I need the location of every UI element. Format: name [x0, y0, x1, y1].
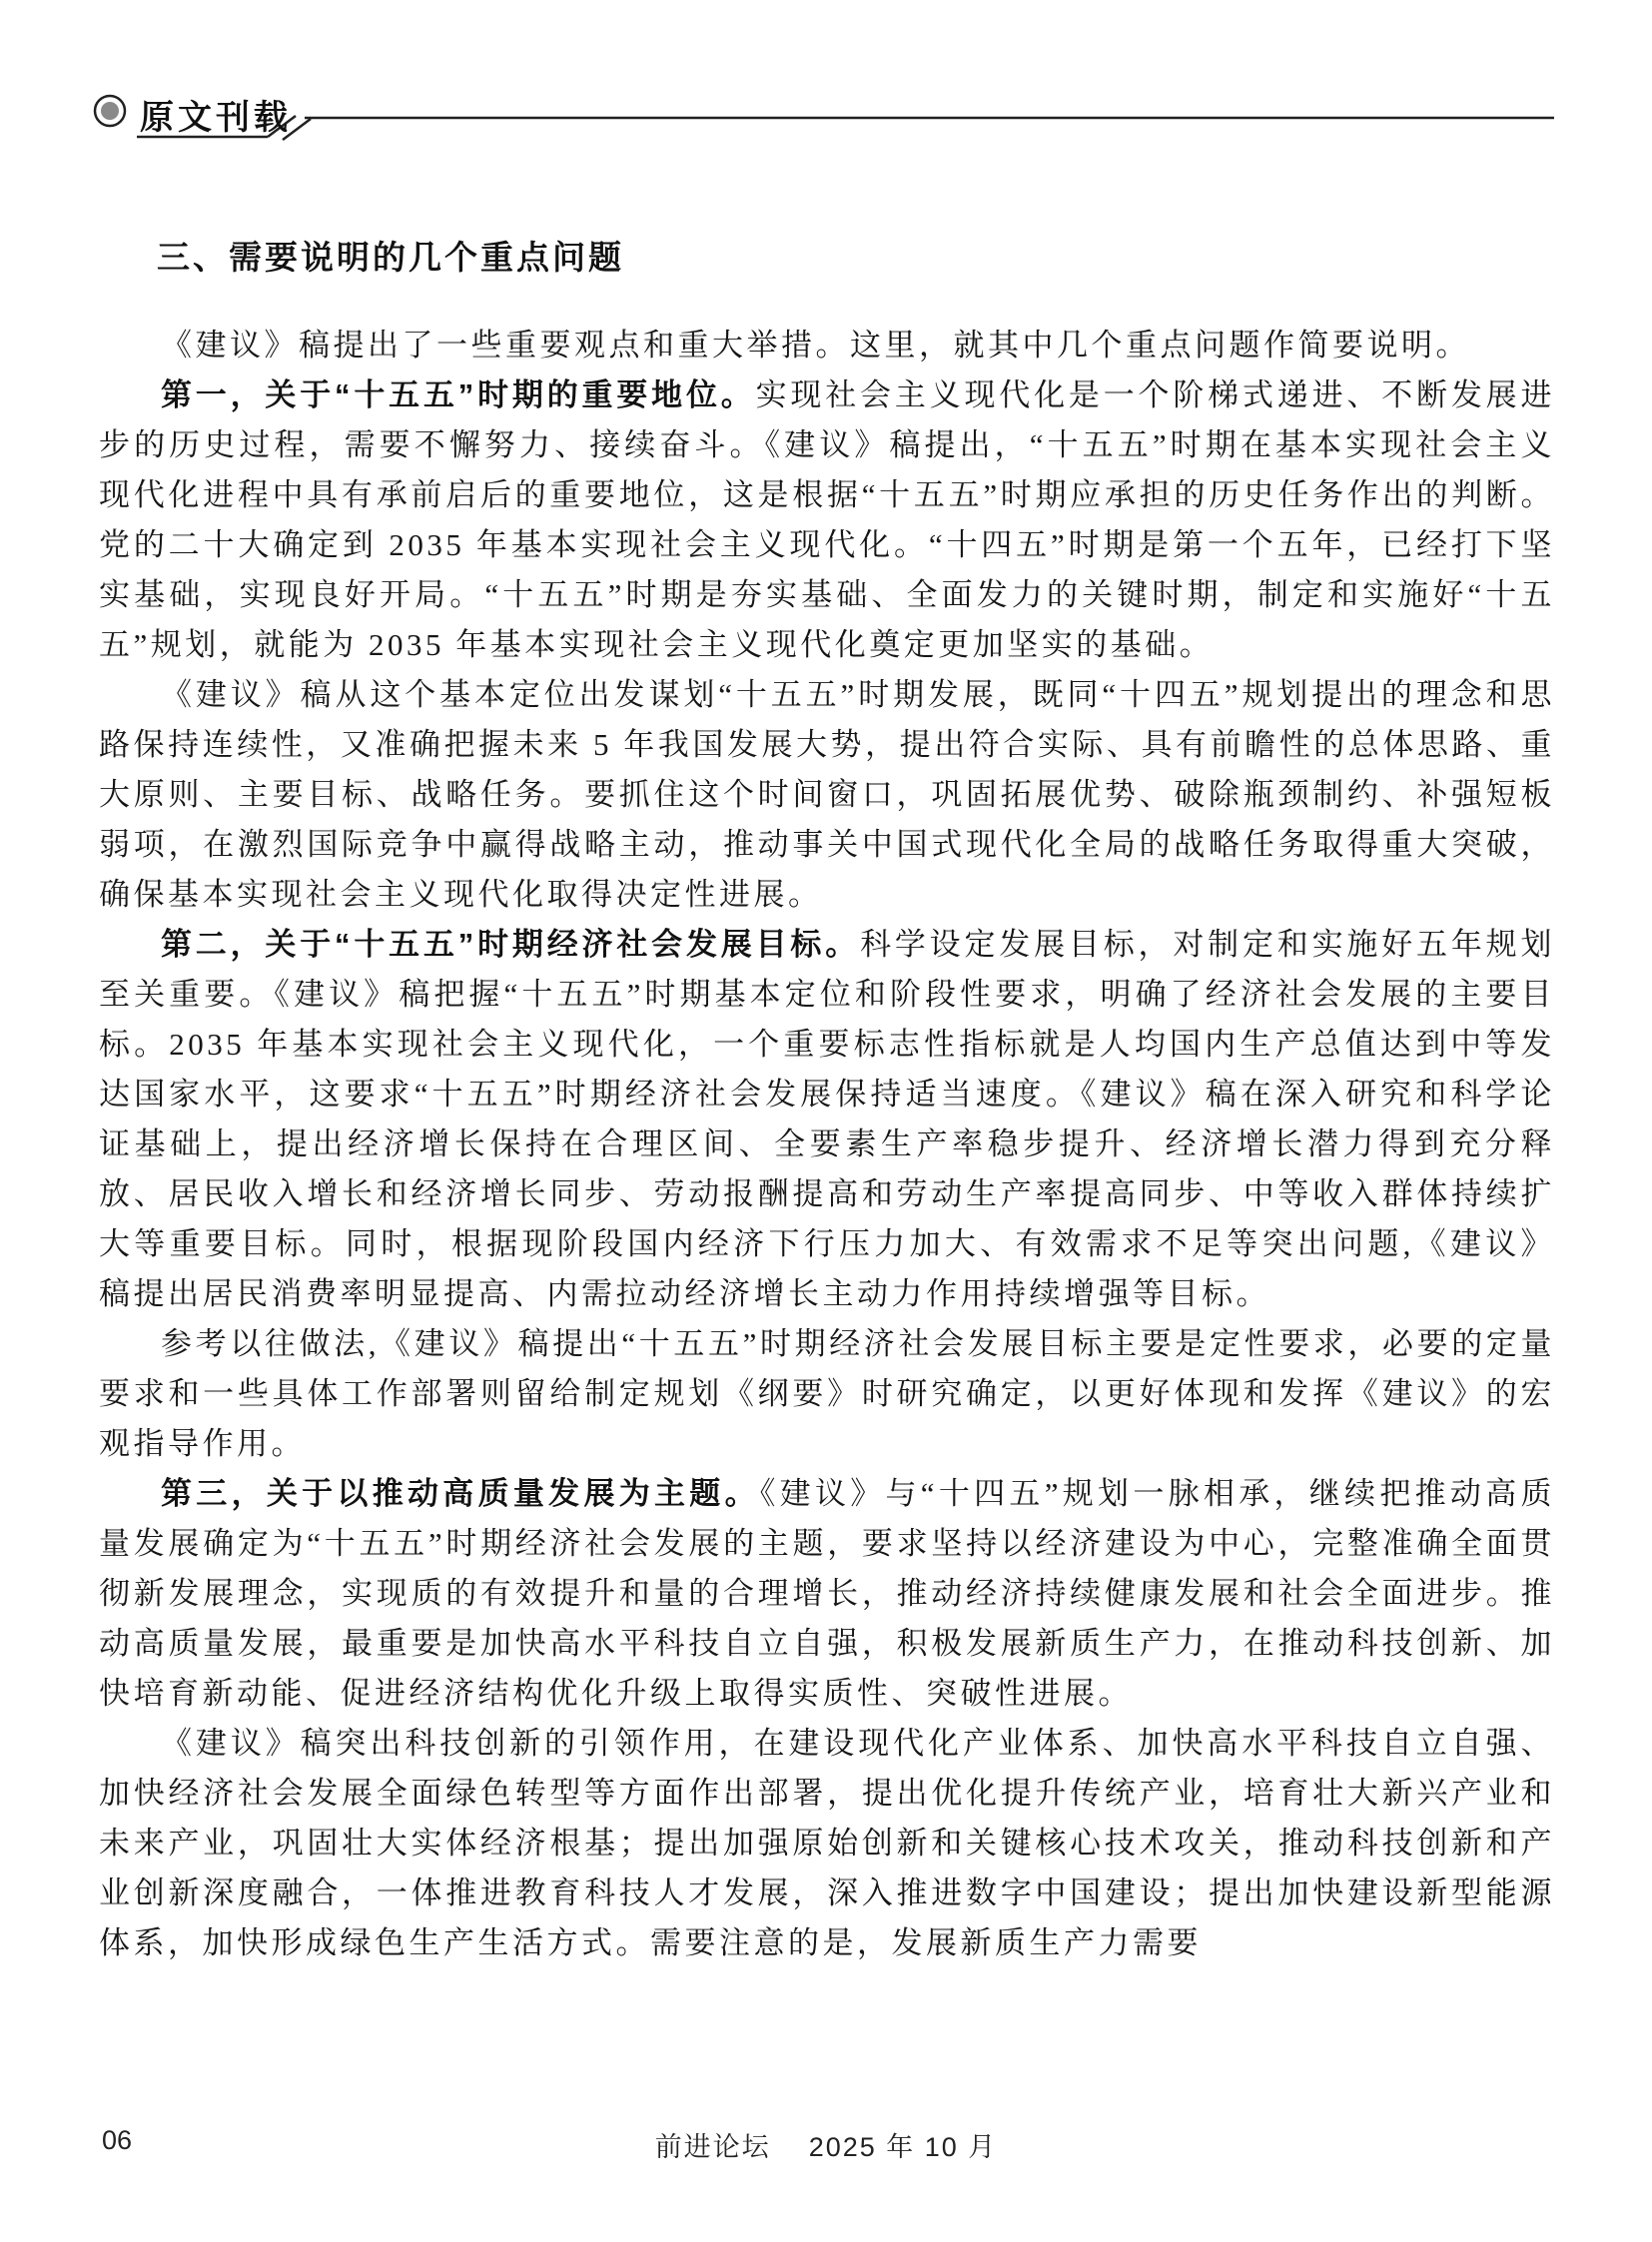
journal-line: [0, 2125, 1652, 2164]
article-body: [99, 232, 1555, 1968]
paragraph-4-text: 科学设定发展目标，对制定和实施好五年规划至关重要。《建议》稿把握“十五五”时期基本定位和阶段性要求，明确了经济社会发展的主要目标。2035 年基本实现社会主义现代化，一个重要标志性指标就是人均国内生产总值达到中等发达国家水平，这要求“十五五”时期经济社会发展保持适当速度。《建议》稿在深入研究和科学论证基础上，提出经济增长保持在合理区间、全要素生产率稳步提升、经济增长潜力得到充分释放、居民收入增长和经济增长同步、劳动报酬提高和劳动生产率提高同步、中等收入群体持续扩大等重要目标。同时，根据现阶段国内经济下行压力加大、有效需求不足等突出问题,《建议》稿提出居民消费率明显提高、内需拉动经济增长主动力作用持续增强等目标。: [99, 927, 1555, 1311]
paragraph-6: [99, 1469, 1555, 1719]
paragraph-6-text: 《建议》与“十四五”规划一脉相承，继续把推动高质量发展确定为“十五五”时期经济社会发展的主题，要求坚持以经济建设为中心，完整准确全面贯彻新发展理念，实现质的有效提升和量的合理增长，推动经济持续健康发展和社会全面进步。推动高质量发展，最重要是加快高水平科技自立自强，积极发展新质生产力，在推动科技创新、加快培育新动能、促进经济结构优化升级上取得实质性、突破性进展。: [99, 1476, 1555, 1711]
paragraph-1-text: 《建议》稿提出了一些重要观点和重大举措。这里，就其中几个重点问题作简要说明。: [161, 328, 1470, 363]
paragraph-5-text: 参考以往做法,《建议》稿提出“十五五”时期经济社会发展目标主要是定性要求，必要的定量要求和一些具体工作部署则留给制定规划《纲要》时研究确定，以更好体现和发挥《建议》的宏观指导作用。: [99, 1326, 1555, 1461]
paragraph-3-text: 《建议》稿从这个基本定位出发谋划“十五五”时期发展，既同“十四五”规划提出的理念和思路保持连续性，又准确把握未来 5 年我国发展大势，提出符合实际、具有前瞻性的总体思路、重大原则、主要目标、战略任务。要抓住这个时间窗口，巩固拓展优势、破除瓶颈制约、补强短板弱项，在激烈国际竞争中赢得战略主动，推动事关中国式现代化全局的战略任务取得重大突破，确保基本实现社会主义现代化取得决定性进展。: [99, 677, 1555, 912]
page-number: 06: [102, 2125, 133, 2155]
paragraph-2-text: 实现社会主义现代化是一个阶梯式递进、不断发展进步的历史过程，需要不懈努力、接续奋斗。《建议》稿提出，“十五五”时期在基本实现社会主义现代化进程中具有承前启后的重要地位，这是根据“十五五”时期应承担的历史任务作出的判断。党的二十大确定到 2035 年基本实现社会主义现代化。“十四五”时期是第一个五年，已经打下坚实基础，实现良好开局。“十五五”时期是夯实基础、全面发力的关键时期，制定和实施好“十五五”规划，就能为 2035 年基本实现社会主义现代化奠定更加坚实的基础。: [99, 377, 1555, 662]
journal-date: 2025 年 10 月: [808, 2132, 998, 2162]
page-footer: [0, 2123, 1652, 2163]
paragraph-4: [99, 920, 1555, 1319]
journal-name: 前进论坛: [654, 2132, 771, 2162]
paragraph-5: [99, 1319, 1555, 1469]
paragraph-2: [99, 371, 1555, 670]
paragraph-6-lead: 第三，关于以推动高质量发展为主题。: [161, 1476, 760, 1511]
paragraph-7: [99, 1719, 1555, 1968]
paragraph-7-text: 《建议》稿突出科技创新的引领作用，在建设现代化产业体系、加快高水平科技自立自强、加快经济社会发展全面绿色转型等方面作出部署，提出优化提升传统产业，培育壮大新兴产业和未来产业，巩固壮大实体经济根基；提出加强原始创新和关键核心技术攻关，推动科技创新和产业创新深度融合，一体推进教育科技人才发展，深入推进数字中国建设；提出加快建设新型能源体系，加快形成绿色生产生活方式。需要注意的是，发展新质生产力需要: [99, 1726, 1555, 1960]
bullet-circle-icon: [95, 96, 125, 126]
paragraph-1: [99, 321, 1555, 371]
header-divider-line: [137, 116, 1554, 140]
section-title: 三、需要说明的几个重点问题: [157, 239, 624, 276]
paragraph-3: [99, 670, 1555, 920]
paragraph-2-lead: 第一，关于“十五五”时期的重要地位。: [161, 377, 756, 412]
column-label: 原文刊载: [140, 99, 292, 137]
paragraph-4-lead: 第二，关于“十五五”时期经济社会发展目标。: [161, 927, 861, 962]
